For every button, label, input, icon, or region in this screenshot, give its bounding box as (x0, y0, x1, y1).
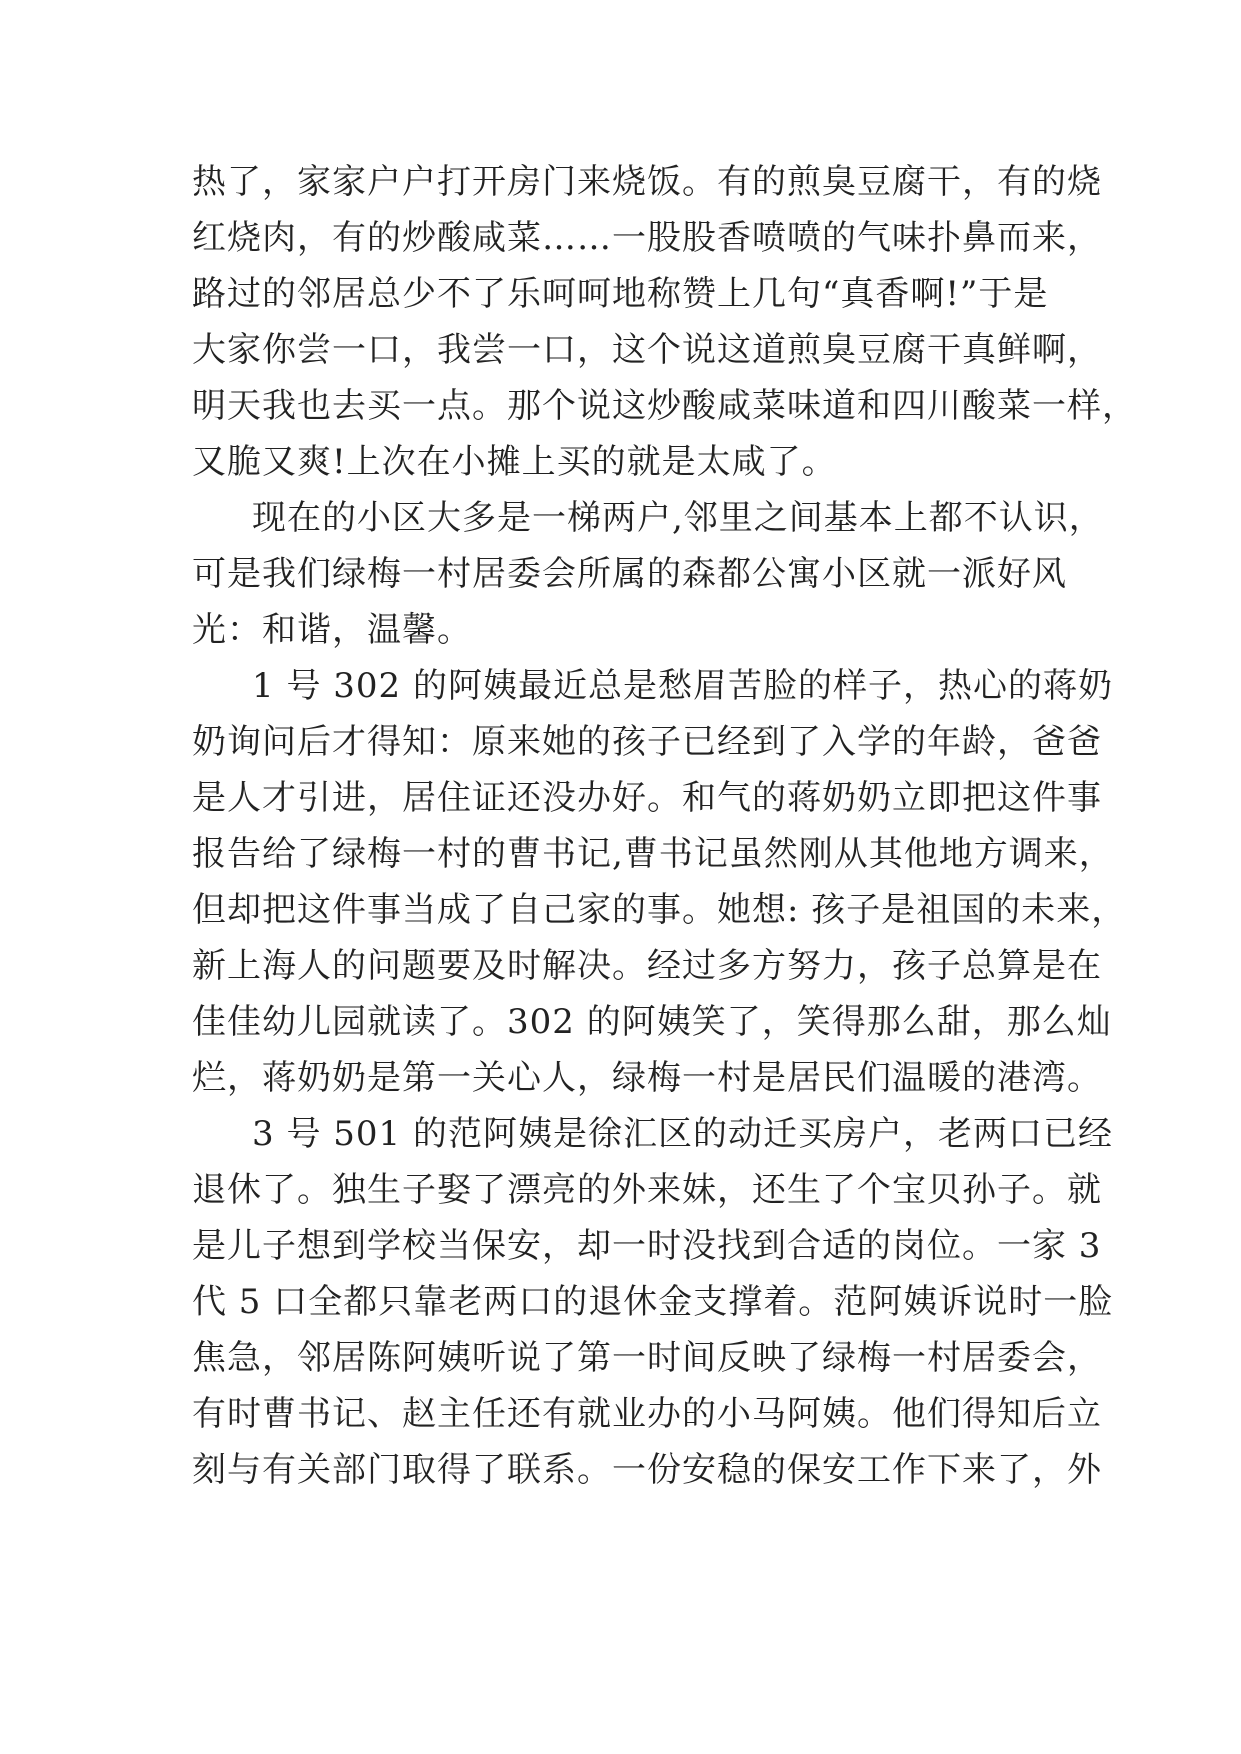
text-line: 有时曹书记、赵主任还有就业办的小马阿姨。他们得知后立 (192, 1394, 1102, 1434)
text-line: 热了，家家户户打开房门来烧饭。有的煎臭豆腐干，有的烧 (192, 162, 1102, 202)
text-line: 红烧肉，有的炒酸咸菜……一股股香喷喷的气味扑鼻而来， (192, 218, 1102, 258)
text-line: 明天我也去买一点。那个说这炒酸咸菜味道和四川酸菜一样， (192, 386, 1137, 426)
text-line: 但却把这件事当成了自己家的事。她想: 孩子是祖国的未来， (192, 890, 1127, 930)
text-line: 光：和谐，温馨。 (192, 610, 472, 650)
text-line: 报告给了绿梅一村的曹书记,曹书记虽然刚从其他地方调来， (192, 834, 1114, 874)
text-line: 是儿子想到学校当保安，却一时没找到合适的岗位。一家 3 (192, 1226, 1102, 1266)
text-line: 退休了。独生子娶了漂亮的外来妹，还生了个宝贝孙子。就 (192, 1170, 1102, 1210)
text-line: 刻与有关部门取得了联系。一份安稳的保安工作下来了，外 (192, 1450, 1102, 1490)
text-line: 烂，蒋奶奶是第一关心人，绿梅一村是居民们温暖的港湾。 (192, 1058, 1102, 1098)
text-line: 可是我们绿梅一村居委会所属的森都公寓小区就一派好风 (192, 554, 1067, 594)
text-line: 大家你尝一口，我尝一口，这个说这道煎臭豆腐干真鲜啊， (192, 330, 1102, 370)
paragraph-start-line: 1 号 302 的阿姨最近总是愁眉苦脸的样子，热心的蒋奶 (252, 666, 1113, 706)
paragraph-start-line: 3 号 501 的范阿姨是徐汇区的动迁买房户，老两口已经 (252, 1114, 1113, 1154)
text-line: 代 5 口全都只靠老两口的退休金支撑着。范阿姨诉说时一脸 (192, 1282, 1114, 1322)
text-line: 佳佳幼儿园就读了。302 的阿姨笑了，笑得那么甜，那么灿 (192, 1002, 1112, 1042)
text-line: 又脆又爽!上次在小摊上买的就是太咸了。 (192, 442, 837, 482)
body-text (192, 154, 1137, 1498)
text-line: 是人才引进，居住证还没办好。和气的蒋奶奶立即把这件事 (192, 778, 1102, 818)
text-line: 路过的邻居总少不了乐呵呵地称赞上几句“真香啊!”于是 (192, 274, 1049, 314)
paragraph-start-line: 现在的小区大多是一梯两户,邻里之间基本上都不认识， (252, 498, 1104, 538)
text-line: 焦急，邻居陈阿姨听说了第一时间反映了绿梅一村居委会， (192, 1338, 1102, 1378)
text-line: 新上海人的问题要及时解决。经过多方努力，孩子总算是在 (192, 946, 1102, 986)
text-line: 奶询问后才得知：原来她的孩子已经到了入学的年龄，爸爸 (192, 722, 1102, 762)
